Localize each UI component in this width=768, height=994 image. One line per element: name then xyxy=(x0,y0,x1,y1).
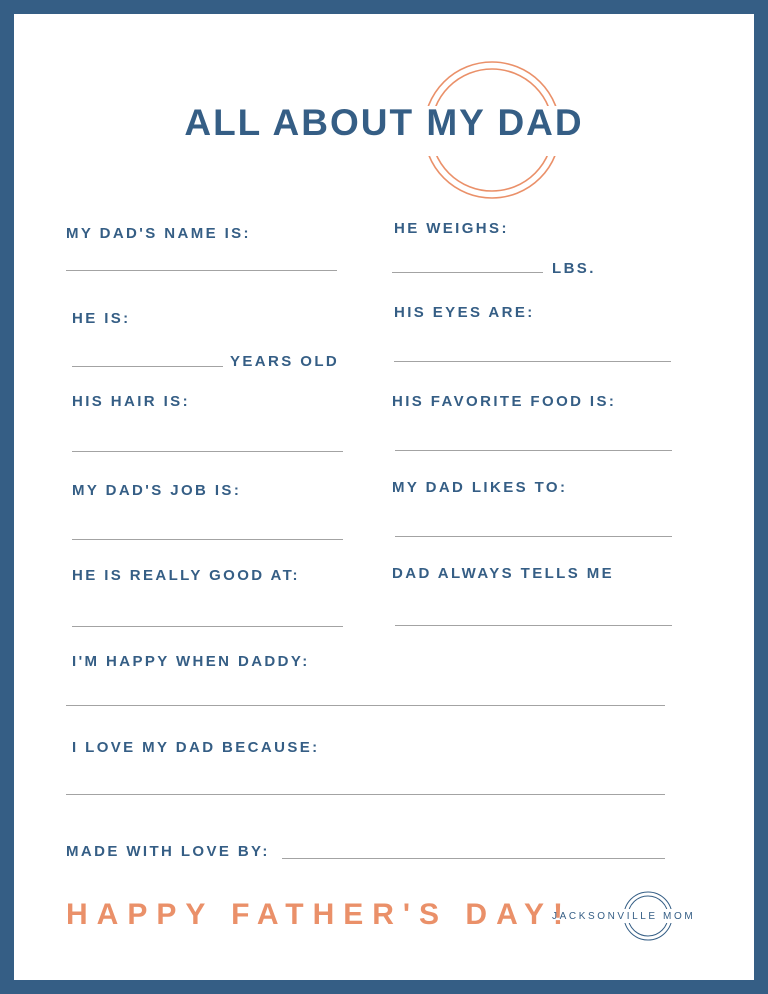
worksheet xyxy=(14,14,754,980)
footer-greeting: HAPPY FATHER'S DAY! xyxy=(66,898,572,931)
line-dad-name[interactable] xyxy=(66,270,337,271)
label-weighs: HE WEIGHS: xyxy=(394,220,509,237)
label-likes: MY DAD LIKES TO: xyxy=(392,479,568,496)
label-love-because: I LOVE MY DAD BECAUSE: xyxy=(72,739,320,756)
line-good-at[interactable] xyxy=(72,626,343,627)
line-eyes[interactable] xyxy=(394,361,671,362)
line-likes[interactable] xyxy=(395,536,672,537)
line-weighs[interactable] xyxy=(392,272,543,273)
line-tells[interactable] xyxy=(395,625,672,626)
label-years-old: YEARS OLD xyxy=(230,353,340,370)
label-tells: DAD ALWAYS TELLS ME xyxy=(392,565,615,582)
brand-name: JACKSONVILLE MOM xyxy=(552,911,696,922)
line-job[interactable] xyxy=(72,539,343,540)
label-favorite-food: HIS FAVORITE FOOD IS: xyxy=(392,393,617,410)
label-happy-when: I'M HAPPY WHEN DADDY: xyxy=(72,653,310,670)
label-he-is: HE IS: xyxy=(72,310,131,327)
line-happy-when[interactable] xyxy=(66,705,665,706)
line-favorite-food[interactable] xyxy=(395,450,672,451)
line-made-by[interactable] xyxy=(282,858,665,859)
line-age[interactable] xyxy=(72,366,223,367)
line-hair[interactable] xyxy=(72,451,343,452)
label-good-at: HE IS REALLY GOOD AT: xyxy=(72,567,300,584)
label-lbs: LBS. xyxy=(552,260,596,277)
label-made-by: MADE WITH LOVE BY: xyxy=(66,843,270,860)
label-job: MY DAD'S JOB IS: xyxy=(72,482,242,499)
label-hair: HIS HAIR IS: xyxy=(72,393,190,410)
line-love-because[interactable] xyxy=(66,794,665,795)
page-title: ALL ABOUT MY DAD xyxy=(184,102,584,143)
label-eyes: HIS EYES ARE: xyxy=(394,304,535,321)
label-dad-name: MY DAD'S NAME IS: xyxy=(66,225,251,242)
